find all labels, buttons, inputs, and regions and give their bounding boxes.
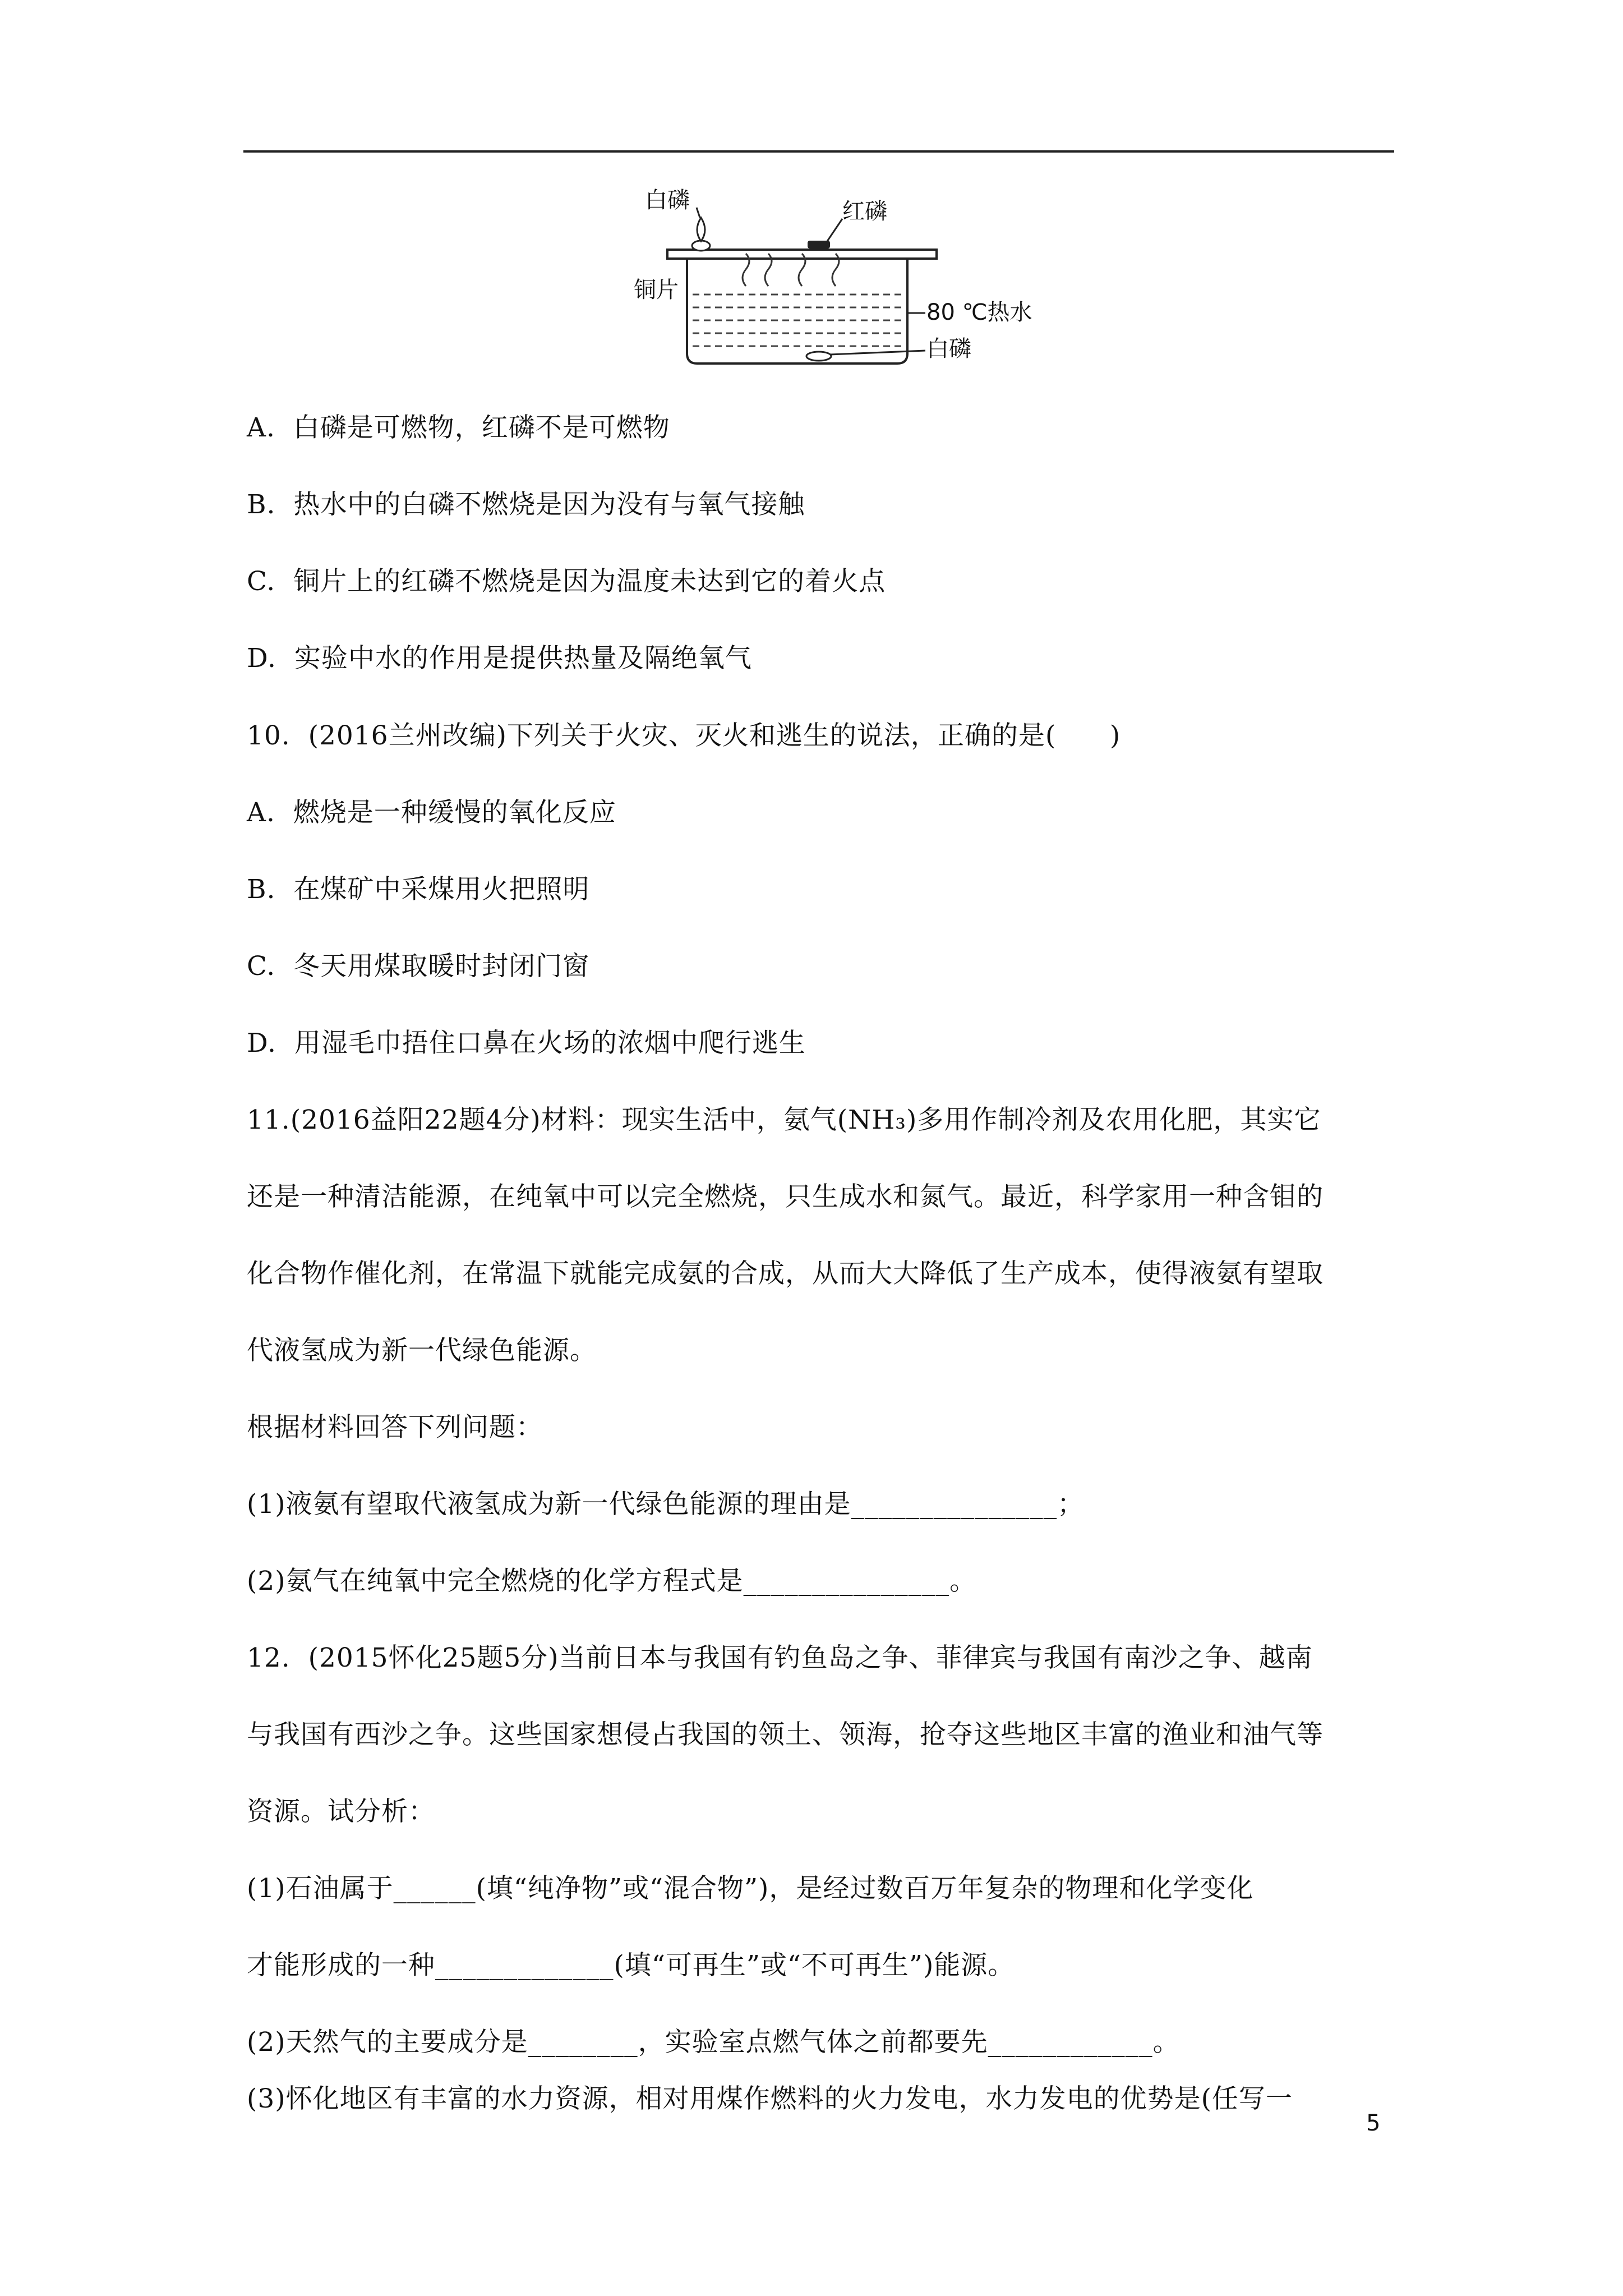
experiment-figure — [634, 185, 1032, 381]
q9-option-c: C. 铜片上的红磷不燃烧是因为温度未达到它的着火点 — [247, 566, 886, 597]
q12-line-2: 与我国有西沙之争。这些国家想侵占我国的领土、领海，抢夺这些地区丰富的渔业和油气等 — [247, 1719, 1324, 1750]
q10-stem: 10. (2016兰州改编)下列关于火灾、灭火和逃生的说法，正确的是( ) — [247, 720, 1121, 751]
beaker — [687, 259, 907, 364]
hot-water — [693, 295, 902, 346]
q10-option-c: C. 冬天用煤取暖时封闭门窗 — [247, 951, 590, 982]
q12-line-1: 12. (2015怀化25题5分)当前日本与我国有钓鱼岛之争、菲律宾与我国有南沙之争、越南 — [247, 1642, 1313, 1673]
q11-line-6: (1)液氨有望取代液氢成为新一代绿色能源的理由是_______________； — [247, 1489, 1085, 1520]
q12-line-3: 资源。试分析： — [247, 1796, 435, 1827]
white-phosphorus-bottom — [806, 352, 831, 361]
q11-line-4: 代液氢成为新一代绿色能源。 — [247, 1335, 597, 1366]
label-white-phosphorus-top: 白磷 — [645, 187, 690, 213]
beaker-diagram — [634, 185, 1032, 381]
q9-option-d: D. 实验中水的作用是提供热量及隔绝氧气 — [247, 643, 752, 674]
header-rule — [243, 150, 1394, 153]
q11-line-3: 化合物作催化剂，在常温下就能完成氨的合成，从而大大降低了生产成本，使得液氨有望取 — [247, 1258, 1324, 1289]
page-number: 5 — [1366, 2110, 1381, 2136]
label-copper-plate: 铜片 — [634, 277, 679, 303]
label-hot-water: 80 ℃热水 — [926, 300, 1032, 325]
label-red-phosphorus: 红磷 — [842, 199, 887, 224]
q10-option-d: D. 用湿毛巾捂住口鼻在火场的浓烟中爬行逃生 — [247, 1028, 806, 1059]
q12-line-7: (3)怀化地区有丰富的水力资源，相对用煤作燃料的火力发电，水力发电的优势是(任写一 — [247, 2083, 1293, 2114]
q10-option-a: A. 燃烧是一种缓慢的氧化反应 — [247, 797, 616, 828]
q12-line-5: 才能形成的一种_____________(填“可再生”或“不可再生”)能源。 — [247, 1950, 1015, 1981]
label-white-phosphorus-bottom: 白磷 — [926, 336, 971, 362]
q11-line-1: 11.(2016益阳22题4分)材料：现实生活中，氨气(NH₃)多用作制冷剂及农用化肥，其实它 — [247, 1105, 1321, 1135]
q12-line-4: (1)石油属于______(填“纯净物”或“混合物”)，是经过数百万年复杂的物理和化学变化 — [247, 1873, 1254, 1904]
q11-line-5: 根据材料回答下列问题： — [247, 1412, 543, 1443]
q11-line-7: (2)氨气在纯氧中完全燃烧的化学方程式是_______________。 — [247, 1566, 977, 1596]
q12-line-6: (2)天然气的主要成分是________，实验室点燃气体之前都要先____________。 — [247, 2027, 1180, 2058]
flame-icon — [697, 218, 705, 241]
red-phosphorus — [808, 241, 830, 249]
q10-option-b: B. 在煤矿中采煤用火把照明 — [247, 874, 590, 905]
q11-line-2: 还是一种清洁能源，在纯氧中可以完全燃烧，只生成水和氮气。最近，科学家用一种含钼的 — [247, 1181, 1324, 1212]
q9-option-a: A. 白磷是可燃物，红磷不是可燃物 — [247, 412, 670, 443]
q9-option-b: B. 热水中的白磷不燃烧是因为没有与氧气接触 — [247, 489, 805, 520]
